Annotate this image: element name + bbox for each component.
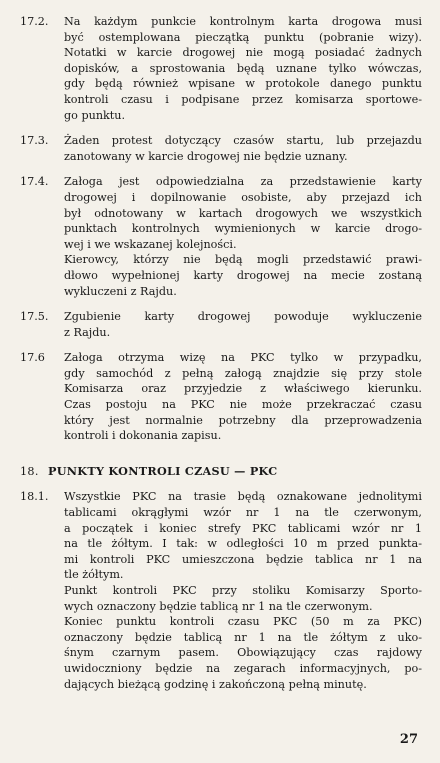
page-number: 27 bbox=[399, 732, 418, 747]
text-line: Załoga otrzyma wizę na PKC tylko w przypadku, bbox=[64, 351, 422, 365]
text-line: kontroli czasu i podpisane przez komisarza sportowe- bbox=[64, 92, 422, 106]
rule-number: 18.1. bbox=[20, 490, 49, 504]
text-line: oznaczony będzie tablicą nr 1 na tle żółtym z uko- bbox=[64, 630, 422, 644]
text-line: być ostemplowana pieczątką punktu (pobranie wizy). bbox=[64, 30, 422, 44]
text-line: gdy będą również wpisane w protokole danego punktu bbox=[64, 77, 422, 91]
rule-number: 17.3. bbox=[20, 134, 49, 148]
rule-text bbox=[64, 309, 422, 340]
text-line: drogowej i dopilnowanie osobiste, aby przejazd ich bbox=[64, 190, 422, 204]
section-number: 18. bbox=[20, 464, 39, 478]
text-line: dopisków, a sprostowania będą uznane tylko wówczas, bbox=[64, 61, 422, 75]
text-line: Komisarza oraz przyjedzie z właściwego kierunku. bbox=[64, 382, 422, 396]
text-line: na tle żółtym. I tak: w odległości 10 m przed punkta- bbox=[64, 537, 422, 551]
rule-text bbox=[64, 489, 422, 692]
rules-section-17 bbox=[20, 14, 422, 444]
text-line: punktach kontrolnych wymienionych w karcie drogo- bbox=[64, 222, 422, 236]
text-line: był odnotowany w kartach drogowych we wszystkich bbox=[64, 206, 422, 220]
section-title: PUNKTY KONTROLI CZASU — PKC bbox=[48, 463, 278, 478]
text-line: wych oznaczony będzie tablicą nr 1 na tle czerwonym. bbox=[64, 599, 373, 613]
text-line: go punktu. bbox=[64, 108, 126, 122]
rule-item bbox=[20, 350, 422, 444]
text-line: Żaden protest dotyczący czasów startu, lub przejazdu bbox=[64, 134, 422, 148]
rule-item bbox=[20, 14, 422, 123]
rule-text bbox=[64, 174, 422, 299]
rule-number: 17.2. bbox=[20, 15, 49, 28]
text-line: Załoga jest odpowiedzialna za przedstawienie karty bbox=[64, 175, 422, 189]
text-line: który jest normalnie potrzebny dla przeprowadzenia bbox=[64, 413, 422, 427]
text-line: Czas postoju na PKC nie może przekraczać czasu bbox=[64, 398, 422, 412]
text-line: Notatki w karcie drogowej nie mogą posiadać żadnych bbox=[64, 46, 422, 60]
text-line: Kierowcy, którzy nie będą mogli przedstawić prawi- bbox=[64, 253, 422, 267]
text-line: wej i we wskazanej kolejności. bbox=[64, 237, 237, 251]
text-line: Zgubienie karty drogowej powoduje wykluczenie bbox=[64, 310, 422, 324]
text-line: kontroli i dokonania zapisu. bbox=[64, 429, 222, 443]
rule-text bbox=[64, 133, 422, 164]
rule-text bbox=[64, 14, 422, 123]
rules-section-18 bbox=[20, 489, 422, 692]
text-line: mi kontroli PKC umieszczona będzie tablica nr 1 na bbox=[64, 552, 422, 566]
text-line: dłowo wypełnionej karty drogowej na mecie zostaną bbox=[64, 268, 422, 282]
text-line: a początek i koniec strefy PKC tablicami wzór nr 1 bbox=[64, 521, 422, 535]
rule-item bbox=[20, 174, 422, 299]
text-line: tablicami okrągłymi wzór nr 1 na tle czerwonym, bbox=[64, 506, 422, 520]
rule-text bbox=[64, 350, 422, 444]
text-line: Wszystkie PKC na trasie będą oznakowane jednolitymi bbox=[64, 490, 422, 504]
text-line: wykluczeni z Rajdu. bbox=[64, 284, 177, 298]
rule-number: 17.5. bbox=[20, 310, 49, 324]
text-line: uwidoczniony będzie na zegarach informacyjnych, po- bbox=[64, 661, 422, 675]
text-line: z Rajdu. bbox=[64, 325, 111, 339]
rule-number: 17.4. bbox=[20, 175, 49, 189]
text-line: śnym czarnym pasem. Obowiązujący czas rajdowy bbox=[64, 646, 422, 660]
text-line: gdy samochód z pełną załogą znajdzie się przy stole bbox=[64, 366, 422, 380]
rule-item bbox=[20, 309, 422, 340]
text-line: Na każdym punkcie kontrolnym karta drogowa musi bbox=[64, 15, 422, 28]
section-heading bbox=[20, 464, 422, 480]
text-line: zanotowany w karcie drogowej nie będzie uznany. bbox=[64, 149, 348, 163]
text-line: Punkt kontroli PKC przy stoliku Komisarzy Sporto- bbox=[64, 584, 422, 597]
text-line: Koniec punktu kontroli czasu PKC (50 m za PKC) bbox=[64, 615, 422, 629]
rule-number: 17.6 bbox=[20, 351, 45, 365]
rule-item bbox=[20, 489, 422, 692]
text-line: tle żółtym. bbox=[64, 568, 124, 582]
rule-item bbox=[20, 133, 422, 164]
text-line: dających bieżącą godzinę i zakończoną pełną minutę. bbox=[64, 677, 367, 691]
